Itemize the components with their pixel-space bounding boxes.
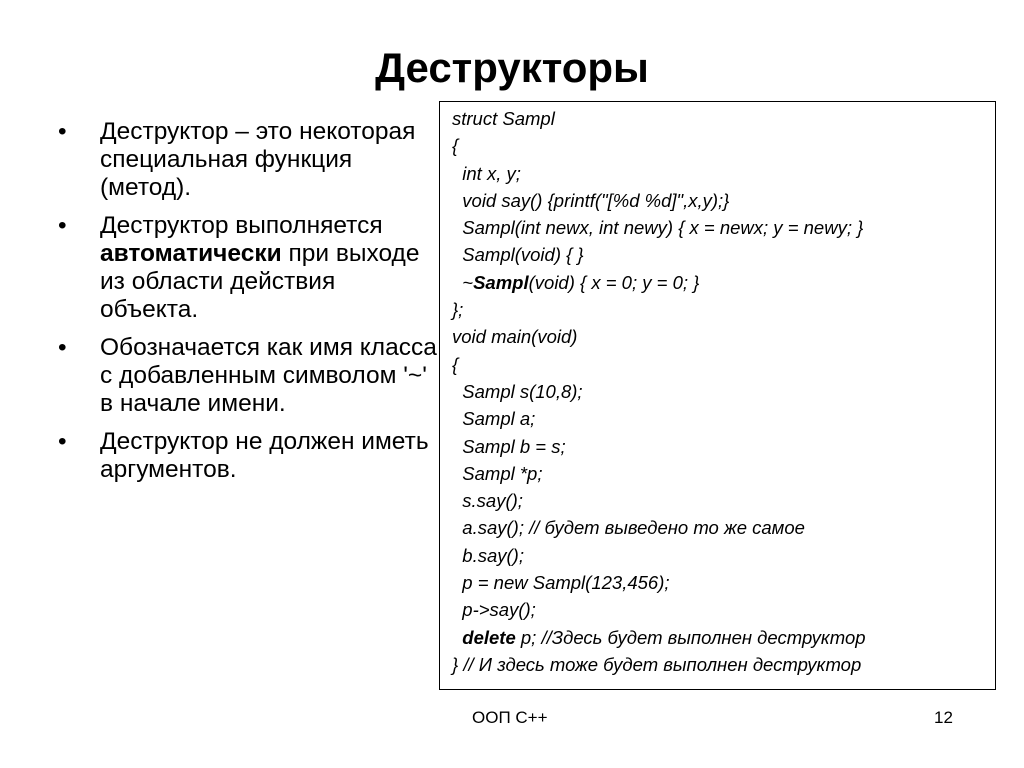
bullet-item: [58, 428, 438, 484]
page-number: 12: [934, 708, 953, 727]
code-line: int x, y;: [452, 162, 521, 184]
bullet-list: [58, 118, 438, 494]
slide-title: Деструкторы: [375, 44, 649, 91]
bullet-text: Деструктор – это некоторая специальная функция (метод).: [100, 118, 416, 201]
bullet-text: при выходе из области действия объекта.: [100, 240, 420, 323]
code-line: Sampl a;: [452, 408, 536, 430]
code-line: Sampl b = s;: [452, 435, 566, 457]
code-line: ~Sampl(void) { x = 0; y = 0; }: [452, 271, 700, 293]
bullet-item: [58, 212, 438, 324]
code-line: void say() {printf("[%d %d]",x,y);}: [452, 189, 730, 211]
code-line: };: [452, 299, 464, 321]
code-line: Sampl(int newx, int newy) { x = newx; y = newy; }: [452, 217, 864, 239]
bullet-text: Деструктор выполняется: [100, 212, 383, 239]
bullet-dot-icon: •: [58, 212, 67, 239]
code-keyword: Sampl: [473, 271, 529, 293]
code-line: a.say(); // будет выведено то же самое: [452, 517, 805, 539]
code-line: Sampl s(10,8);: [452, 380, 583, 402]
code-line: p->say();: [452, 599, 536, 621]
code-keyword: delete: [462, 626, 516, 648]
bullet-item: [58, 118, 438, 202]
code-line: {: [452, 135, 459, 157]
bullet-dot-icon: •: [58, 334, 67, 361]
code-line: Sampl *p;: [452, 462, 543, 484]
bullet-dot-icon: •: [58, 428, 67, 455]
code-box: [439, 101, 996, 690]
footer-course: ООП С++: [472, 708, 548, 727]
bullet-item: [58, 334, 438, 418]
bullet-text: Обозначается как имя класса с добавленным символом '~' в начале имени.: [100, 334, 437, 417]
code-line: {: [452, 353, 459, 375]
code-line: void main(void): [452, 326, 578, 348]
bullet-dot-icon: •: [58, 118, 67, 145]
code-line: s.say();: [452, 490, 523, 512]
code-line: p = new Sampl(123,456);: [452, 572, 670, 594]
bullet-emphasis: автоматически: [100, 240, 282, 267]
code-line: Sampl(void) { }: [452, 244, 584, 266]
code-line: struct Sampl: [452, 108, 555, 129]
code-line: delete p; //Здесь будет выполнен деструктор: [462, 626, 866, 648]
code-line: } // И здесь тоже будет выполнен деструктор: [452, 653, 862, 675]
bullet-text: Деструктор не должен иметь аргументов.: [100, 428, 429, 483]
code-line: b.say();: [452, 544, 524, 566]
